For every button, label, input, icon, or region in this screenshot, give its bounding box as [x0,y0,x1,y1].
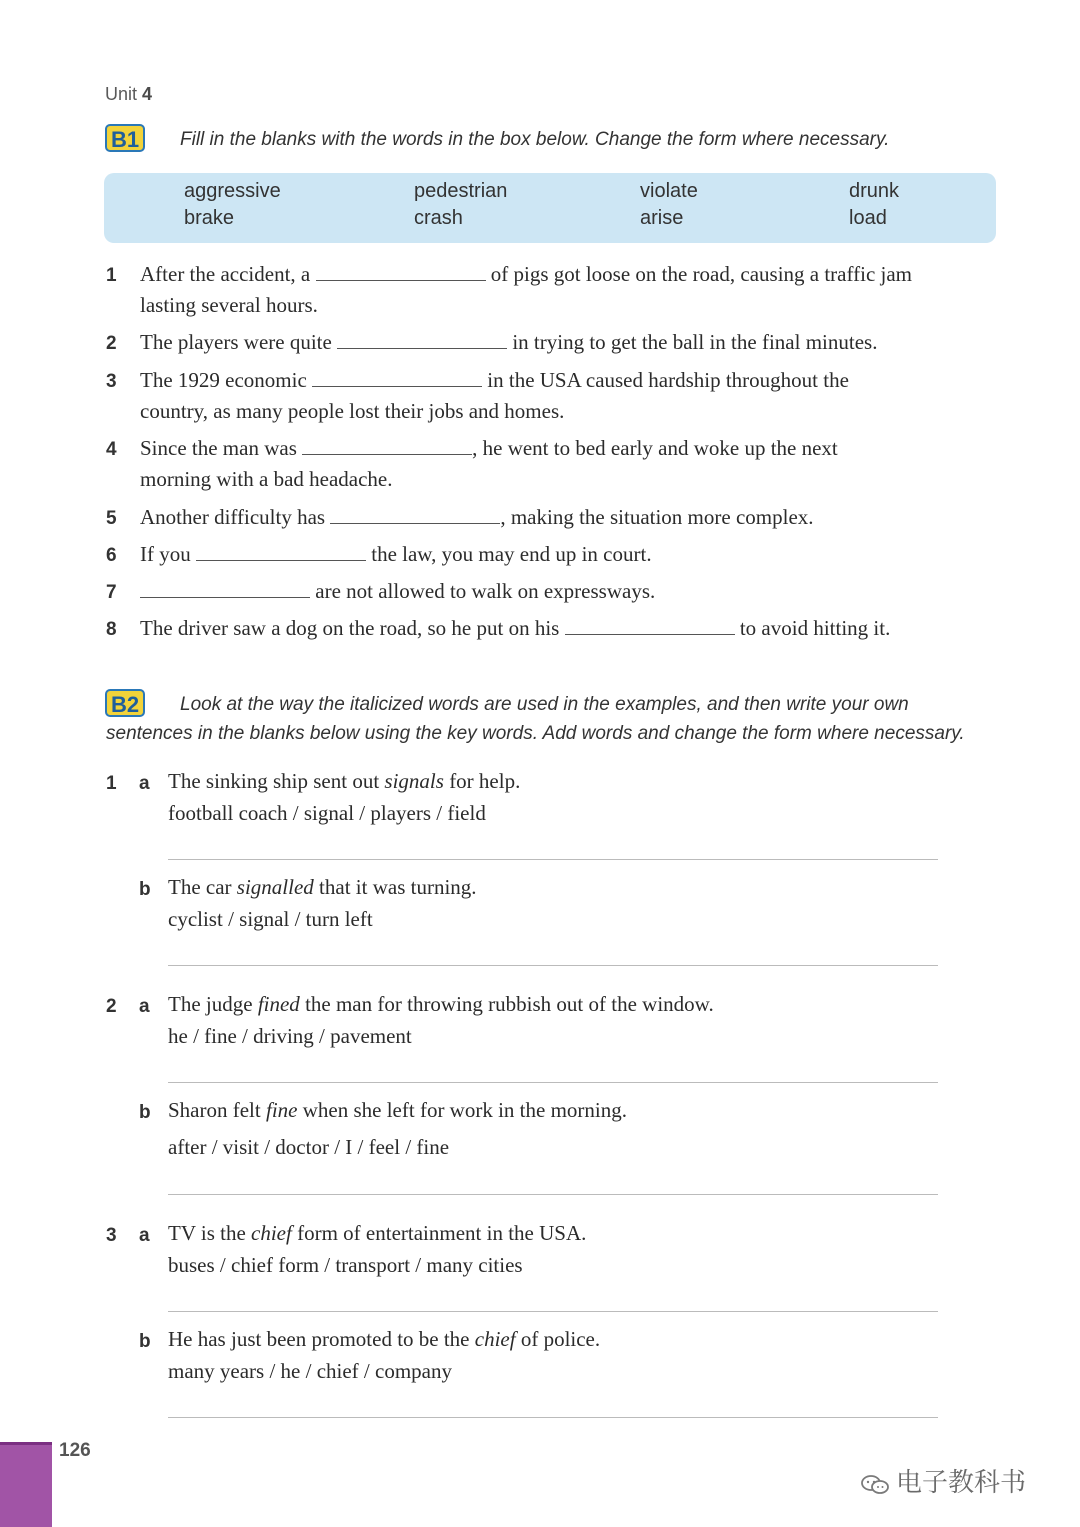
b1-item-7: are not allowed to walk on expressways. [140,579,655,604]
example-sentence: He has just been promoted to be the chief of police. [168,1327,601,1351]
word-box-item: load [849,207,887,229]
b1-item-4: Since the man was , he went to bed early and woke up the next [140,436,838,460]
answer-blank[interactable] [196,546,366,561]
answer-blank[interactable] [312,372,482,387]
sub-label-a: a [139,773,150,794]
word-box-item: arise [640,207,684,229]
answer-blank[interactable] [316,266,486,281]
answer-line[interactable] [168,859,938,860]
b2-instruction-line2: sentences in the blanks below using the key words. Add words and change the form where necessary. [106,723,965,744]
item-number: 2 [106,333,117,354]
item-number: 3 [106,371,117,392]
b1-item-1-cont: lasting several hours. [140,293,318,317]
key-words: cyclist / signal / turn left [168,907,373,931]
b1-item-3-cont: country, as many people lost their jobs and homes. [140,399,565,423]
answer-line[interactable] [168,1311,938,1312]
b1-item-6: If you the law, you may end up in court. [140,542,652,566]
item-number: 3 [106,1225,117,1246]
key-words: buses / chief form / transport / many cities [168,1253,523,1277]
watermark: 电子教科书 [860,1462,1026,1499]
answer-blank[interactable] [337,334,507,349]
b1-instruction: Fill in the blanks with the words in the box below. Change the form where necessary. [180,129,890,150]
example-sentence: TV is the chief form of entertainment in the USA. [168,1221,587,1245]
answer-line[interactable] [168,1082,938,1083]
b2-instruction-line1: Look at the way the italicized words are used in the examples, and then write your own [180,694,909,715]
answer-blank[interactable] [565,620,735,635]
item-number: 1 [106,773,117,794]
sub-label-b: b [139,1331,151,1352]
sub-label-b: b [139,879,151,900]
sub-label-b: b [139,1102,151,1123]
footer-divider [0,1442,52,1445]
item-number: 7 [106,582,117,603]
answer-blank[interactable] [302,440,472,455]
word-box-item: drunk [849,180,900,202]
answer-line[interactable] [168,1417,938,1418]
item-number: 4 [106,439,117,460]
item-number: 6 [106,545,117,566]
example-sentence: Sharon felt fine when she left for work in the morning. [168,1098,627,1122]
answer-line[interactable] [168,965,938,966]
b1-item-4-cont: morning with a bad headache. [140,467,393,491]
key-words: after / visit / doctor / I / feel / fine [168,1135,450,1159]
b1-item-2: The players were quite in trying to get the ball in the final minutes. [140,330,878,354]
b2-badge: B2 [105,689,145,717]
item-number: 2 [106,996,117,1017]
b1-item-5: Another difficulty has , making the situation more complex. [140,505,814,529]
item-number: 8 [106,619,117,640]
example-sentence: The sinking ship sent out signals for help. [168,769,521,793]
word-box-item: pedestrian [414,180,508,202]
item-number: 1 [106,265,117,286]
footer-color-tab [0,1442,52,1527]
example-sentence: The judge fined the man for throwing rubbish out of the window. [168,992,714,1016]
sub-label-a: a [139,1225,150,1246]
sub-label-a: a [139,996,150,1017]
b1-item-1: After the accident, a of pigs got loose on the road, causing a traffic jam [140,262,913,286]
b1-badge: B1 [105,124,145,152]
key-words: many years / he / chief / company [168,1359,452,1383]
answer-blank[interactable] [330,509,500,524]
key-words: football coach / signal / players / field [168,801,486,825]
wechat-icon [860,1473,890,1495]
example-sentence: The car signalled that it was turning. [168,875,477,899]
answer-line[interactable] [168,1194,938,1195]
word-box-item: violate [640,180,698,202]
word-box-item: aggressive [184,180,281,202]
unit-label: Unit 4 [105,84,153,104]
word-box-item: crash [414,207,463,229]
key-words: he / fine / driving / pavement [168,1024,412,1048]
b1-item-3: The 1929 economic in the USA caused hardship throughout the [140,368,849,392]
b1-item-8: The driver saw a dog on the road, so he put on his to avoid hitting it. [140,616,891,640]
item-number: 5 [106,508,117,529]
page-number: 126 [59,1440,91,1461]
word-box-item: brake [184,207,235,229]
answer-blank[interactable] [140,583,310,598]
